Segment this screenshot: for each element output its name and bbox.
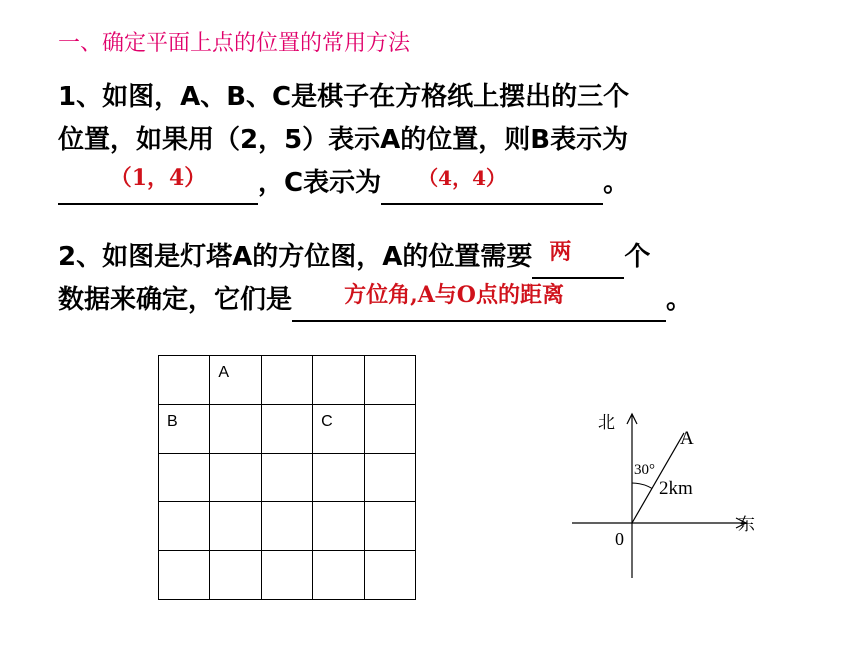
grid-cell	[159, 356, 210, 405]
grid-cell	[364, 356, 415, 405]
q2-line2-end: 。	[666, 285, 693, 315]
q1-line2: 位置，如果用（2，5）表示A的位置，则B表示为	[58, 125, 629, 155]
q1-blank-c	[381, 167, 603, 205]
grid-point-label: C	[321, 412, 333, 430]
origin-label: 0	[615, 529, 624, 549]
q1-answer-b: （1，4）	[109, 165, 207, 191]
grid-cell	[261, 453, 312, 502]
q1-answer-c: （4，4）	[418, 166, 507, 190]
grid-cell	[261, 356, 312, 405]
lighthouse-bearing-diagram	[560, 400, 800, 585]
q2-blank-items	[292, 284, 666, 322]
grid-cell	[159, 502, 210, 551]
grid-cell	[364, 453, 415, 502]
grid-cell	[261, 502, 312, 551]
grid-cell	[210, 453, 261, 502]
q1-blank-b	[58, 167, 258, 205]
grid-point-label: A	[218, 364, 230, 381]
grid-cell	[313, 404, 364, 453]
q2-line1	[58, 236, 692, 279]
q2-line2-text: 数据来确定，它们是	[58, 285, 293, 315]
grid-row	[159, 551, 416, 600]
q1-line1: 1、如图，A、B、C是棋子在方格纸上摆出的三个	[58, 82, 630, 112]
grid-cell	[313, 453, 364, 502]
east-label: 东	[738, 515, 755, 535]
grid-row	[159, 404, 416, 453]
section-heading: 一、确定平面上点的位置的常用方法	[58, 31, 411, 56]
question-2	[58, 236, 692, 322]
angle-arc	[632, 483, 652, 488]
grid-cell	[364, 502, 415, 551]
grid-cell	[364, 404, 415, 453]
grid-cell	[159, 404, 210, 453]
angle-label: 30°	[634, 462, 655, 478]
grid-cell	[210, 404, 261, 453]
grid-cell	[210, 502, 261, 551]
q2-line2	[58, 279, 692, 322]
grid-cell	[210, 356, 261, 405]
grid-cell	[159, 453, 210, 502]
grid-row	[159, 453, 416, 502]
grid-row	[159, 356, 416, 405]
q2-line1-end: 个	[624, 242, 651, 272]
grid-row	[159, 502, 416, 551]
question-1	[58, 76, 629, 205]
grid-cell	[159, 551, 210, 600]
chess-grid	[158, 355, 416, 600]
grid-point-label: B	[167, 412, 178, 430]
grid-cell	[261, 404, 312, 453]
q1-mid-text: ，C表示为	[258, 168, 382, 198]
grid-cell	[313, 502, 364, 551]
north-label: 北	[598, 413, 615, 433]
q2-line1-text: 2、如图是灯塔A的方位图，A的位置需要	[58, 242, 533, 272]
grid-cell	[261, 551, 312, 600]
grid-cell	[313, 356, 364, 405]
grid-cell	[364, 551, 415, 600]
grid-cell	[210, 551, 261, 600]
q1-line3	[58, 162, 629, 205]
q1-end-text: 。	[603, 168, 630, 198]
q2-answer-count: 两	[549, 239, 572, 265]
distance-label: 2km	[659, 478, 693, 499]
grid-cell	[313, 551, 364, 600]
q2-answer-items: 方位角,A与O点的距离	[344, 282, 564, 308]
point-a-label: A	[680, 428, 694, 449]
